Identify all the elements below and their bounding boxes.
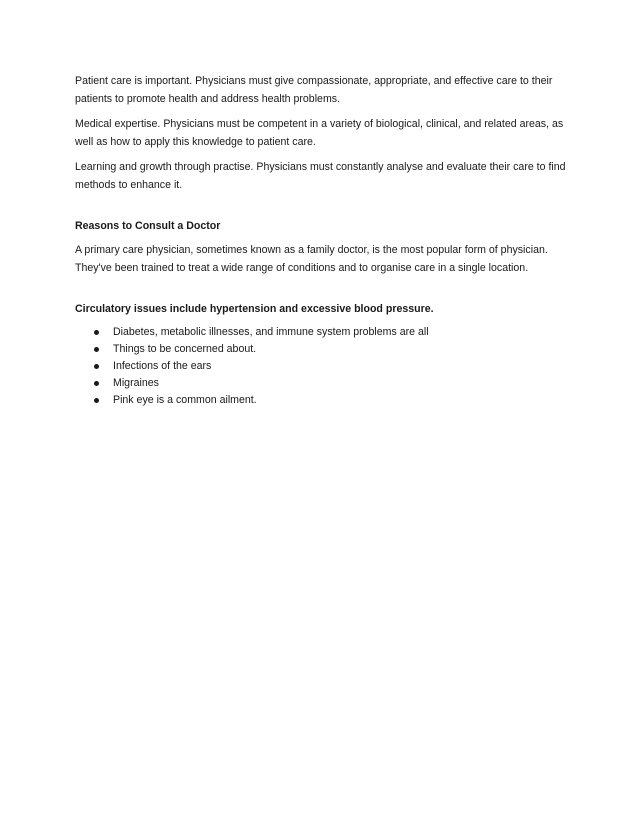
bullet-icon [94,398,99,403]
list-item-text: Pink eye is a common ailment. [113,394,257,406]
paragraph-learning-growth: Learning and growth through practise. Physicians must constantly analyse and evaluate their care to find methods to enhance it. [75,161,566,191]
section-heading-reasons: Reasons to Consult a Doctor [75,220,221,232]
section-spacer [75,284,570,300]
list-item-text: Infections of the ears [113,360,212,372]
list-item [75,324,570,341]
section-heading-circulatory: Circulatory issues include hypertension and excessive blood pressure. [75,303,434,315]
list-item-text: Diabetes, metabolic illnesses, and immune system problems are all [113,326,429,338]
paragraph-medical-expertise: Medical expertise. Physicians must be competent in a variety of biological, clinical, and related areas, as well as how to apply this knowledge to patient care. [75,118,564,148]
list-item [75,392,570,409]
bullet-list [75,324,570,409]
section-spacer [75,201,570,217]
list-item [75,341,570,358]
list-item [75,375,570,392]
bullet-icon [94,381,99,386]
bullet-icon [94,347,99,352]
list-item [75,358,570,375]
list-item-text: Migraines [113,377,159,389]
bullet-icon [94,364,99,369]
paragraph-primary-care: A primary care physician, sometimes known as a family doctor, is the most popular form of physician. They've been trained to treat a wide range of conditions and to organise care in a single location. [75,244,548,274]
list-item-text: Things to be concerned about. [113,343,257,355]
document-body [75,72,570,409]
bullet-icon [94,330,99,335]
paragraph-patient-care: Patient care is important. Physicians must give compassionate, appropriate, and effective care to their patients to promote health and address health problems. [75,75,553,105]
